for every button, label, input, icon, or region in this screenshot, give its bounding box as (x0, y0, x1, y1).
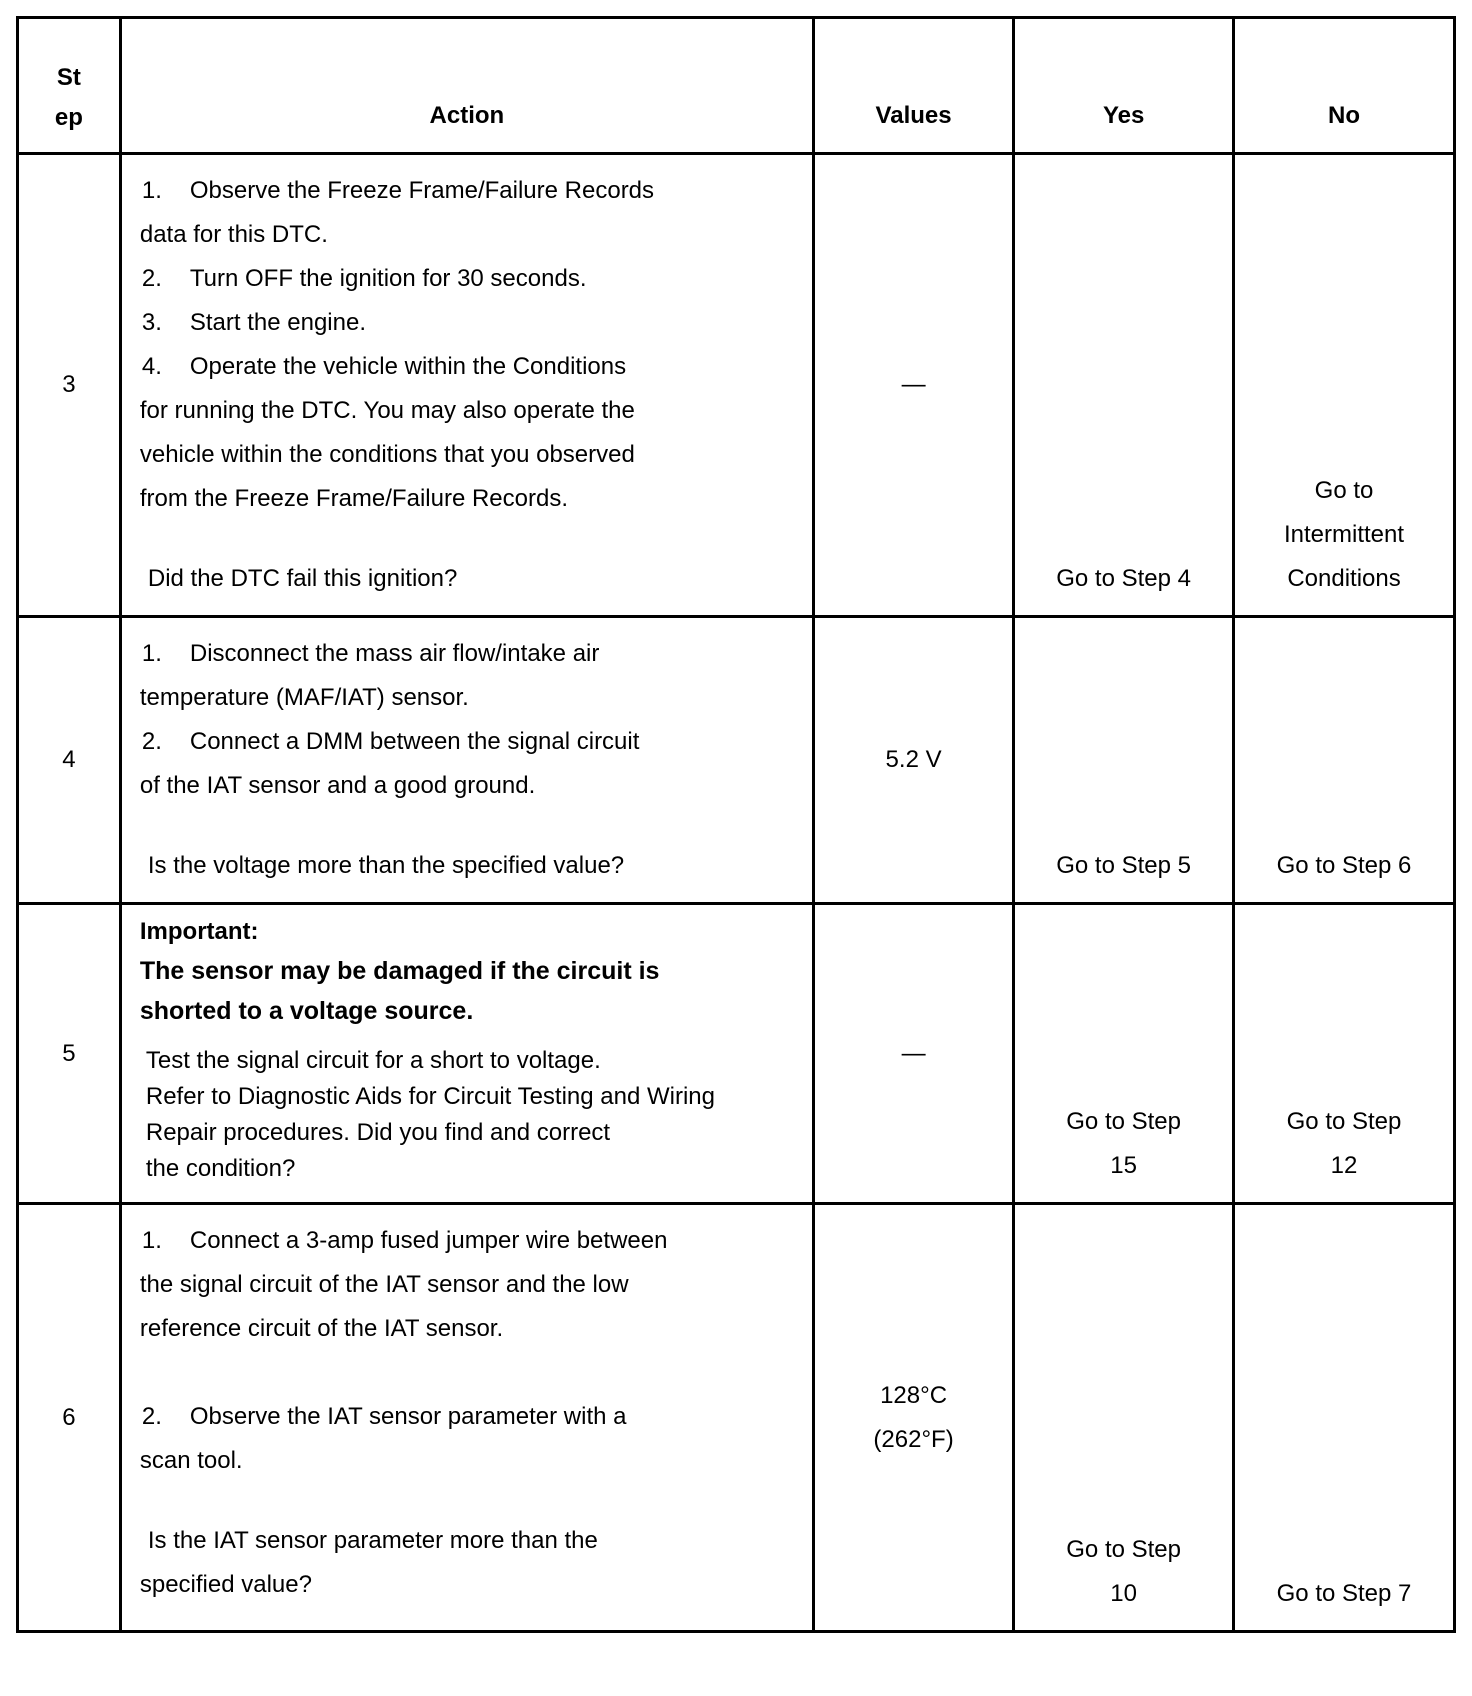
action-cell (120, 1204, 813, 1632)
yes-cell: Go to Step 4 (1014, 154, 1234, 617)
diagnostic-table (16, 16, 1456, 1633)
no-cell: Go to Step 7 (1234, 1204, 1455, 1632)
action-question: Did the DTC fail this ignition? (147, 565, 458, 592)
header-row (18, 18, 1455, 154)
table-row (18, 617, 1455, 904)
step-number: 4 (18, 617, 121, 904)
action-item: 1. Connect a 3-amp fused jumper wire between the signal circuit of the IAT sensor and the low reference circuit of the IAT sensor. (139, 1227, 668, 1342)
table-row (18, 1204, 1455, 1632)
action-item: 1. Disconnect the mass air flow/intake air temperature (MAF/IAT) sensor. (139, 640, 600, 711)
header-values: Values (813, 18, 1013, 154)
value-cell: — (813, 154, 1013, 617)
action-cell (120, 904, 813, 1204)
header-yes: Yes (1014, 18, 1234, 154)
table-row (18, 154, 1455, 617)
yes-cell: Go to Step 15 (1014, 904, 1234, 1204)
action-item: 3. Start the engine. (141, 309, 366, 336)
action-item: 4. Operate the vehicle within the Conditions for running the DTC. You may also operate the vehicle within the conditions that you observed from the Freeze Frame/Failure Records. (139, 353, 635, 512)
important-label: Important: (139, 918, 259, 945)
no-cell: Go to Step 6 (1234, 617, 1455, 904)
header-no: No (1234, 18, 1455, 154)
table-row (18, 904, 1455, 1204)
step-number: 6 (18, 1204, 121, 1632)
yes-cell: Go to Step 10 (1014, 1204, 1234, 1632)
action-item: 2. Connect a DMM between the signal circuit of the IAT sensor and a good ground. (139, 728, 640, 799)
action-question: Is the IAT sensor parameter more than the specified value? (139, 1527, 598, 1598)
action-item: 2. Turn OFF the ignition for 30 seconds. (141, 265, 587, 292)
value-cell: 5.2 V (813, 617, 1013, 904)
action-item: 1. Observe the Freeze Frame/Failure Records data for this DTC. (139, 177, 655, 248)
action-cell (120, 617, 813, 904)
test-instruction: Test the signal circuit for a short to voltage. Refer to Diagnostic Aids for Circuit Testing and Wiring Repair procedures. Did you find and correct the condition? (145, 1047, 715, 1182)
no-cell: Go to Step 12 (1234, 904, 1455, 1204)
value-cell: 128°C (262°F) (813, 1204, 1013, 1632)
header-action: Action (120, 18, 813, 154)
step-number: 3 (18, 154, 121, 617)
header-step: St ep (18, 18, 121, 154)
step-number: 5 (18, 904, 121, 1204)
action-question: Is the voltage more than the specified value? (147, 852, 625, 879)
important-text: The sensor may be damaged if the circuit is shorted to a voltage source. (139, 957, 660, 1025)
value-cell: — (813, 904, 1013, 1204)
no-cell: Go to Intermittent Conditions (1234, 154, 1455, 617)
action-item: 2. Observe the IAT sensor parameter with a scan tool. (139, 1403, 627, 1474)
action-cell (120, 154, 813, 617)
yes-cell: Go to Step 5 (1014, 617, 1234, 904)
